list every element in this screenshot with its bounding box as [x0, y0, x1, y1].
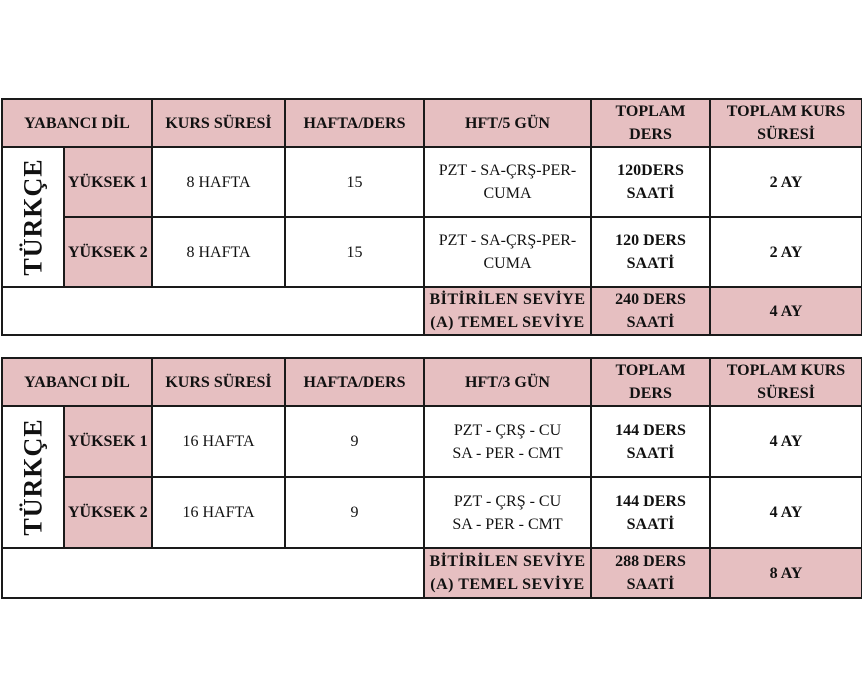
table-row: [2, 147, 862, 217]
header-days: HFT/3 GÜN: [424, 358, 591, 406]
header-days: HFT/5 GÜN: [424, 99, 591, 147]
table-row: [2, 217, 862, 287]
level-cell: YÜKSEK 1: [64, 406, 152, 477]
weekly-cell: 9: [285, 477, 424, 548]
total-lessons-cell: 120 DERS SAATİ: [591, 217, 710, 287]
header-course-duration: KURS SÜRESİ: [152, 99, 285, 147]
header-weekly-lessons: HAFTA/DERS: [285, 358, 424, 406]
duration-cell: 16 HAFTA: [152, 406, 285, 477]
table-row: [2, 406, 862, 477]
language-label: TÜRKÇE: [18, 418, 48, 536]
total-lessons-cell: 144 DERS SAATİ: [591, 477, 710, 548]
language-cell: [2, 406, 64, 548]
weekly-cell: 9: [285, 406, 424, 477]
language-cell: [2, 147, 64, 287]
level-cell: YÜKSEK 2: [64, 477, 152, 548]
summary-label-line-1: BİTİRİLEN SEVİYE: [429, 553, 586, 570]
total-duration-cell: 2 AY: [710, 147, 862, 217]
summary-total-lessons: 288 DERS SAATİ: [591, 548, 710, 598]
schedule-table-5-day: [1, 98, 862, 336]
total-lessons-cell: 144 DERS SAATİ: [591, 406, 710, 477]
days-cell: PZT - SA-ÇRŞ-PER-CUMA: [424, 147, 591, 217]
level-cell: YÜKSEK 1: [64, 147, 152, 217]
header-course-duration: KURS SÜRESİ: [152, 358, 285, 406]
summary-label: [424, 287, 591, 335]
days-line-1: PZT - ÇRŞ - CU: [453, 421, 562, 439]
summary-label-line-1: BİTİRİLEN SEVİYE: [429, 291, 586, 308]
header-total-duration: TOPLAM KURS SÜRESİ: [710, 358, 862, 406]
header-language: YABANCI DİL: [2, 358, 152, 406]
summary-row: [2, 287, 862, 335]
header-total-lessons: TOPLAM DERS: [591, 99, 710, 147]
summary-blank: [2, 548, 424, 598]
summary-blank: [2, 287, 424, 335]
language-label: TÜRKÇE: [18, 158, 48, 276]
summary-label: [424, 548, 591, 598]
duration-cell: 8 HAFTA: [152, 217, 285, 287]
days-line-1: PZT - ÇRŞ - CU: [453, 492, 562, 510]
total-duration-cell: 4 AY: [710, 477, 862, 548]
table-row: [2, 477, 862, 548]
summary-total-duration: 8 AY: [710, 548, 862, 598]
total-duration-cell: 4 AY: [710, 406, 862, 477]
summary-label-line-2: (A) TEMEL SEVİYE: [430, 314, 585, 331]
header-weekly-lessons: HAFTA/DERS: [285, 99, 424, 147]
weekly-cell: 15: [285, 147, 424, 217]
days-cell: [424, 406, 591, 477]
days-cell: [424, 477, 591, 548]
days-line-2: SA - PER - CMT: [452, 515, 563, 533]
weekly-cell: 15: [285, 217, 424, 287]
summary-label-line-2: (A) TEMEL SEVİYE: [430, 576, 585, 593]
duration-cell: 8 HAFTA: [152, 147, 285, 217]
schedule-table-3-day: [1, 357, 862, 599]
days-line-2: SA - PER - CMT: [452, 444, 563, 462]
header-row: [2, 358, 862, 406]
total-lessons-cell: 120DERS SAATİ: [591, 147, 710, 217]
level-cell: YÜKSEK 2: [64, 217, 152, 287]
summary-total-lessons: 240 DERS SAATİ: [591, 287, 710, 335]
summary-total-duration: 4 AY: [710, 287, 862, 335]
days-cell: PZT - SA-ÇRŞ-PER-CUMA: [424, 217, 591, 287]
header-total-lessons: TOPLAM DERS: [591, 358, 710, 406]
duration-cell: 16 HAFTA: [152, 477, 285, 548]
summary-row: [2, 548, 862, 598]
total-duration-cell: 2 AY: [710, 217, 862, 287]
header-language: YABANCI DİL: [2, 99, 152, 147]
header-row: [2, 99, 862, 147]
header-total-duration: TOPLAM KURS SÜRESİ: [710, 99, 862, 147]
